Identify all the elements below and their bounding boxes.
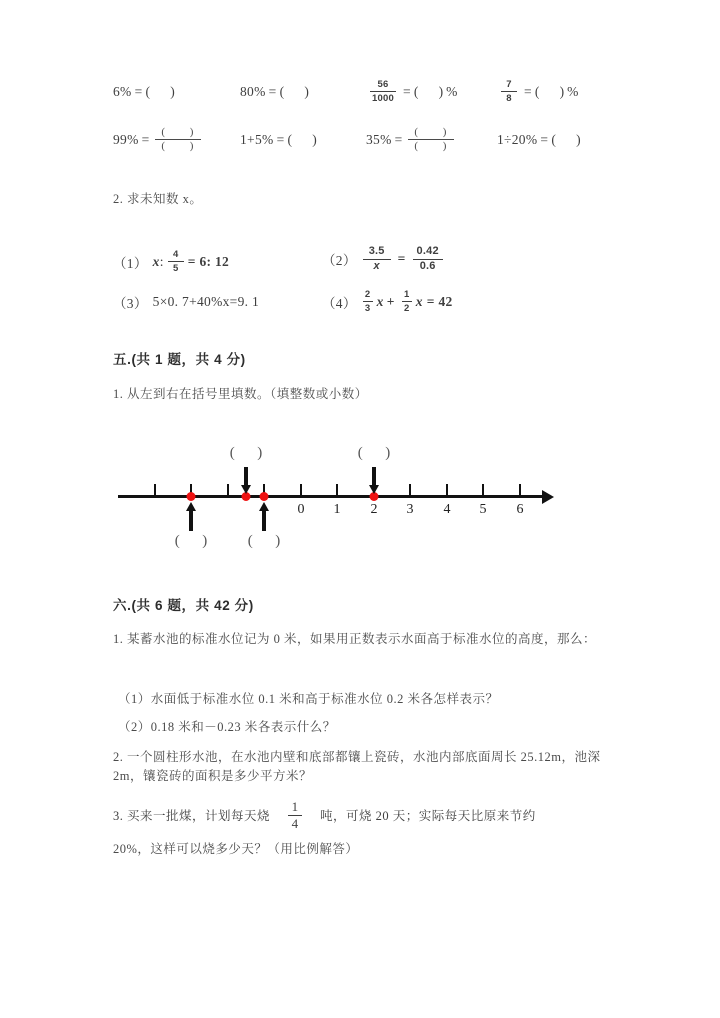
tick-mark [336, 484, 338, 496]
fraction-56-1000 [370, 80, 396, 103]
numberline-blank-below-1[interactable]: ( ) [174, 533, 208, 549]
expr-1-plus-5-percent [240, 132, 317, 148]
expr-35-percent [366, 127, 456, 152]
fraction-2-3 [363, 290, 373, 313]
exercise-row-1-item-2 [240, 84, 309, 100]
answer-blank[interactable]: ( ) [413, 83, 444, 99]
exercise-row-2-item-4 [497, 132, 581, 148]
tick-label-2: 2 [370, 502, 378, 517]
denominator-blank[interactable]: ( ) [161, 140, 194, 153]
item-label: （2） [322, 253, 357, 269]
number-line-axis [118, 495, 543, 498]
tick-mark [409, 484, 411, 496]
tick-mark [300, 484, 302, 496]
answer-blank[interactable]: ( ) [287, 132, 317, 147]
arrow-head [369, 485, 379, 494]
ratio-colon: : [159, 253, 164, 269]
equals-sign: = [540, 132, 549, 147]
exercise-row-1-item-4 [497, 80, 582, 103]
q3-line1-body [113, 800, 536, 830]
equals-sign: = [394, 131, 403, 147]
section-5-question-1: 1. 从左到右在括号里填数。（填整数或小数） [113, 387, 368, 401]
arrow-head [259, 502, 269, 511]
fraction-4-5 [168, 250, 184, 273]
red-point-marker [187, 492, 196, 501]
numberline-blank-above-1[interactable]: ( ) [229, 445, 263, 461]
equals-sign: = [268, 84, 277, 99]
exercise-row-2-item-3 [366, 127, 456, 152]
tick-label-4: 4 [443, 502, 451, 517]
arrow-shaft [189, 511, 192, 531]
tick-label-0: 0 [297, 502, 305, 517]
section-6-question-2: 2. 一个圆柱形水池，在水池内壁和底部都镶上瓷砖，水池内部底面周长 25.12m，池深 2m，镶瓷砖的面积是多少平方米？ [113, 750, 601, 783]
numerator: 0.42 [416, 245, 439, 257]
equation-2 [322, 246, 447, 272]
section-6-question-1-stem: 1. 某蓄水池的标准水位记为 0 米，如果用正数表示水面高于标准水位的高度，那么： [113, 632, 597, 646]
section-6-question-1-sub-1: （1）水面低于标准水位 0.1 米和高于标准水位 0.2 米各怎样表示？ [118, 692, 499, 706]
arrow-head [186, 502, 196, 511]
expr-99-percent [113, 127, 203, 152]
variable-x: x [415, 293, 423, 309]
numerator: 1 [403, 289, 410, 300]
denominator: 4 [291, 816, 299, 832]
equals-sign: = [402, 83, 411, 99]
variable-x: x [152, 253, 160, 269]
numerator: 7 [506, 79, 512, 90]
numerator: 2 [364, 289, 371, 300]
denominator: x [373, 260, 380, 273]
arrow-shaft [262, 511, 265, 531]
answer-fraction-blank[interactable] [408, 127, 454, 152]
denominator: 1000 [372, 92, 394, 104]
exercise-row-2-item-2 [240, 132, 317, 148]
numerator: 3.5 [368, 245, 385, 257]
number-line-figure [110, 440, 560, 560]
answer-fraction-blank[interactable] [155, 127, 201, 152]
equation-3-body: 5×0. 7+40%x=9. 1 [152, 294, 260, 309]
tick-label-1: 1 [333, 502, 341, 517]
fraction-1-4 [288, 800, 302, 830]
answer-blank[interactable]: ( ) [145, 84, 175, 99]
numberline-blank-above-2[interactable]: ( ) [357, 445, 391, 461]
section-6-question-3-line-2: 20%，这样可以烧多少天？（用比例解答） [113, 842, 359, 856]
equation-3 [113, 292, 259, 312]
equals-sign: = [141, 131, 150, 147]
equation-4 [322, 290, 453, 313]
answer-blank[interactable]: ( ) [551, 132, 581, 147]
exercise-row-2-item-1 [113, 127, 203, 152]
tick-mark [154, 484, 156, 496]
answer-blank[interactable]: ( ) [534, 83, 565, 99]
fraction-3point5-over-x [363, 246, 391, 272]
tick-mark [482, 484, 484, 496]
denominator: 0.6 [419, 260, 436, 273]
item-label: （1） [113, 255, 148, 271]
lhs: 35% [366, 131, 392, 147]
problem-2-item-2 [322, 246, 447, 272]
equals-sign: = [397, 251, 406, 267]
tick-label-3: 3 [406, 502, 414, 517]
section-6-heading: 六.(共 6 题，共 42 分) [113, 598, 254, 613]
equation-1 [113, 250, 229, 273]
axis-arrowhead-icon [542, 490, 554, 504]
numerator-blank[interactable]: ( ) [414, 126, 447, 138]
exercise-row-1-item-3 [366, 80, 461, 103]
variable-x: x [376, 293, 384, 309]
percent-sign: % [567, 83, 579, 99]
section-6-question-3-line-1 [113, 800, 536, 830]
expr-1-div-20-percent [497, 132, 581, 148]
problem-2-item-3 [113, 292, 259, 312]
arrow-shaft [372, 467, 375, 487]
tick-label-6: 6 [516, 502, 524, 517]
equals-sign: = [134, 84, 143, 99]
expr-7-over-8 [497, 80, 582, 103]
denominator: 3 [364, 302, 371, 314]
tick-mark [446, 484, 448, 496]
exercise-row-1-item-1 [113, 84, 175, 100]
rhs: = 42 [426, 293, 453, 309]
denominator: 5 [173, 262, 179, 274]
section-5-heading: 五.(共 1 题，共 4 分) [113, 352, 246, 367]
tick-mark [519, 484, 521, 496]
denominator-blank[interactable]: ( ) [414, 140, 447, 153]
expr-80-percent [240, 84, 309, 100]
problem-2-item-4 [322, 290, 453, 313]
lhs: 99% [113, 131, 139, 147]
equals-sign: = [524, 83, 532, 99]
numerator: 1 [291, 799, 299, 814]
lhs: 1+5% [240, 132, 274, 147]
plus-sign: + [386, 293, 395, 309]
fraction-7-8 [501, 80, 517, 103]
equals-sign: = [276, 132, 285, 147]
lhs: 80% [240, 84, 266, 99]
tick-label-5: 5 [479, 502, 487, 517]
problem-2-heading: 2. 求未知数 x。 [113, 192, 203, 206]
q3-text-part-2: 吨，可烧 20 天；实际每天比原来节约 [320, 809, 536, 824]
rhs: = 6: 12 [187, 253, 230, 269]
problem-2-item-1 [113, 250, 229, 273]
item-label: （3） [113, 296, 148, 311]
numerator: 4 [173, 249, 179, 260]
denominator: 2 [403, 302, 410, 314]
expr-56-over-1000 [366, 80, 461, 103]
q3-text-part-1: 3. 买来一批煤，计划每天烧 [113, 809, 271, 824]
fraction-0point42-over-0point6 [413, 246, 443, 272]
fraction-1-2 [402, 290, 412, 313]
red-point-marker [260, 492, 269, 501]
item-label: （4） [322, 295, 357, 311]
lhs: 1÷20% [497, 132, 538, 147]
expr-6-percent [113, 84, 175, 100]
section-6-question-1-sub-2: （2）0.18 米和－0.23 米各表示什么？ [118, 720, 336, 734]
tick-mark [227, 484, 229, 496]
denominator: 8 [506, 92, 512, 104]
arrow-shaft [244, 467, 247, 487]
numberline-blank-below-2[interactable]: ( ) [247, 533, 281, 549]
arrow-head [241, 485, 251, 494]
numerator: 56 [377, 79, 389, 90]
lhs: 6% [113, 84, 132, 99]
percent-sign: % [446, 83, 458, 99]
answer-blank[interactable]: ( ) [279, 84, 309, 99]
numerator-blank[interactable]: ( ) [161, 126, 194, 138]
